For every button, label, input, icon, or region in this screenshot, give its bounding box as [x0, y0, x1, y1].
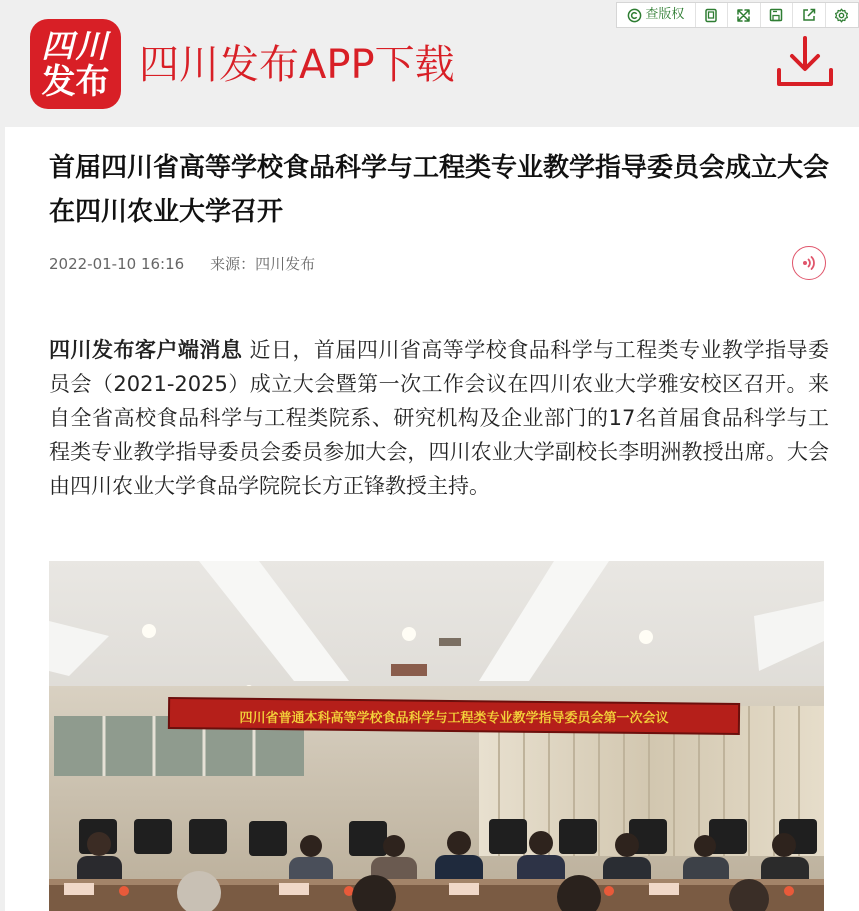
- fullscreen-icon: [736, 8, 751, 23]
- article-body: [49, 333, 829, 503]
- save-button[interactable]: [761, 3, 793, 27]
- article-lead: 四川发布客户端消息: [49, 338, 243, 362]
- save-icon: [769, 8, 783, 22]
- download-icon: [775, 34, 835, 90]
- article-source: 来源：四川发布: [210, 255, 316, 273]
- article-container: [5, 127, 859, 911]
- logo-text-bottom: 发布: [41, 62, 110, 102]
- copyright-check-button[interactable]: [617, 3, 696, 27]
- article-meta: [49, 253, 315, 275]
- audio-icon: [799, 253, 819, 273]
- logo-text-top: 四川: [41, 27, 110, 65]
- download-button[interactable]: [775, 34, 835, 90]
- article-title: 首届四川省高等学校食品科学与工程类专业教学指导委员会成立大会在四川农业大学召开: [49, 153, 830, 227]
- article-photo: [49, 561, 824, 911]
- page-toolbar: [616, 2, 859, 28]
- article-body-text: 近日，首届四川省高等学校食品科学与工程类专业教学指导委员会（2021-2025）成立大会暨第一次工作会议在四川农业大学雅安校区召开。来自全省高校食品科学与工程类院系、研究机构及企业部门的17名首届食品科学与工程类专业教学指导委员会委员参加大会，四川农业大学副校长李明洲教授出席。大会由四川农业大学食品学院院长方正锋教授主持。: [49, 338, 829, 498]
- app-logo: [30, 19, 121, 109]
- share-button[interactable]: [793, 3, 825, 27]
- copy-button[interactable]: [696, 3, 728, 27]
- copyright-check-label: 查版权: [645, 7, 685, 22]
- fullscreen-button[interactable]: [728, 3, 760, 27]
- audio-play-button[interactable]: [792, 246, 826, 280]
- copy-icon: [704, 8, 718, 23]
- settings-button[interactable]: [826, 3, 858, 27]
- publish-date: 2022-01-10 16:16: [49, 255, 185, 273]
- share-icon: [802, 8, 816, 22]
- settings-icon: [834, 8, 849, 23]
- banner-title[interactable]: 四川发布APP下载: [139, 42, 455, 88]
- photo-banner-text: 四川省普通本科高等学校食品科学与工程类专业教学指导委员会第一次会议: [239, 711, 669, 726]
- copyright-search-icon: [627, 8, 642, 23]
